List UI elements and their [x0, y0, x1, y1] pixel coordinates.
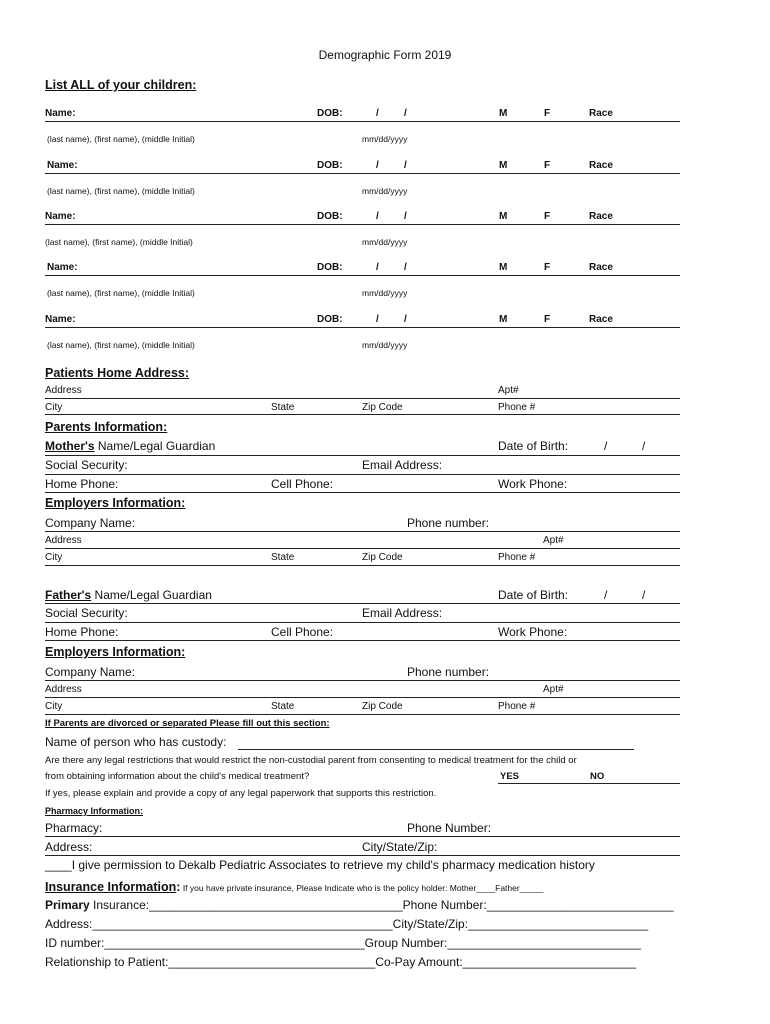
child-2-name-hint: (last name), (first name), (middle Initial)	[47, 186, 195, 196]
child-3-f-option[interactable]: F	[544, 211, 551, 222]
insurance-primary-row[interactable]	[45, 898, 674, 912]
children-heading: List ALL of your children:	[45, 78, 197, 92]
insurance-relationship-row[interactable]: Relationship to Patient:_______________________________Co-Pay Amount:__________________________	[45, 955, 637, 969]
form-title: Demographic Form 2019	[318, 48, 452, 62]
child-2-f-option[interactable]: F	[544, 160, 551, 171]
child-1-race-label: Race	[589, 108, 613, 119]
home-city-label: City	[45, 402, 63, 413]
child-3-m-option[interactable]: M	[499, 211, 508, 222]
child-3-dob-slash-2: /	[404, 211, 407, 222]
child-5-f-option[interactable]: F	[544, 314, 551, 325]
mother-email-label: Email Address:	[362, 458, 443, 472]
pharmacy-permission	[45, 858, 595, 872]
child-5-name-label: Name:	[45, 314, 76, 325]
mother-employer-city-label: City	[45, 552, 63, 563]
mother-employer-city-field[interactable]	[45, 565, 680, 566]
mother-guardian-suffix: Name/Legal Guardian	[94, 439, 216, 453]
home-address-field[interactable]	[45, 398, 680, 399]
father-ssn-field[interactable]	[45, 622, 680, 623]
child-5-m-option[interactable]: M	[499, 314, 508, 325]
child-4-dob-slash-2: /	[404, 262, 407, 273]
child-5-dob-label: DOB:	[317, 314, 343, 325]
father-employer-address-field[interactable]	[45, 697, 680, 698]
insurance-colon: :	[176, 880, 181, 894]
child-5-name-hint: (last name), (first name), (middle Initial)	[47, 340, 195, 350]
home-zip-label: Zip Code	[362, 402, 403, 413]
home-apt-label: Apt#	[498, 385, 519, 396]
custody-explain: If yes, please explain and provide a copy of any legal paperwork that supports this restriction.	[45, 788, 437, 799]
father-guardian-suffix: Name/Legal Guardian	[91, 588, 212, 602]
child-5-race-label: Race	[589, 314, 613, 325]
pharmacy-field[interactable]	[45, 836, 680, 837]
insurance-heading: Insurance Information	[45, 880, 177, 894]
mother-employer-apt-label: Apt#	[543, 535, 564, 546]
mother-company-phone-label: Phone number:	[407, 516, 490, 530]
child-1-m-option[interactable]: M	[499, 108, 508, 119]
child-4-field-line[interactable]	[45, 275, 680, 276]
child-5-dob-slash-2: /	[404, 314, 407, 325]
custody-yes-no-line	[498, 783, 680, 784]
father-employer-apt-label: Apt#	[543, 684, 564, 695]
pharmacy-permission-text: I give permission to Dekalb Pediatric Associates to retrieve my child's pharmacy medication history	[71, 858, 595, 872]
child-5-dob-slash-1: /	[376, 314, 379, 325]
child-2-m-option[interactable]: M	[499, 160, 508, 171]
mother-home-phone-label: Home Phone:	[45, 477, 119, 491]
mother-employer-address-field[interactable]	[45, 548, 680, 549]
home-city-field[interactable]	[45, 414, 680, 415]
child-4-dob-hint: mm/dd/yyyy	[362, 288, 408, 298]
pharmacy-address-field[interactable]	[45, 855, 680, 856]
custody-name-label: Name of person who has custody:	[45, 735, 227, 749]
child-4-race-label: Race	[589, 262, 613, 273]
child-2-dob-hint: mm/dd/yyyy	[362, 186, 408, 196]
pharmacy-label: Pharmacy:	[45, 821, 103, 835]
child-5-field-line[interactable]	[45, 327, 680, 328]
custody-heading: If Parents are divorced or separated Please fill out this section:	[45, 718, 330, 729]
custody-yes-option[interactable]: YES	[500, 771, 520, 782]
father-dob-slash-2: /	[642, 588, 646, 602]
mother-dob-label: Date of Birth:	[498, 439, 569, 453]
mother-ssn-label: Social Security:	[45, 458, 128, 472]
father-employer-heading: Employers Information:	[45, 645, 186, 659]
child-2-dob-label: DOB:	[317, 160, 343, 171]
father-employer-phone-hash-label: Phone #	[498, 701, 536, 712]
mother-work-phone-label: Work Phone:	[498, 477, 568, 491]
mother-employer-heading: Employers Information:	[45, 496, 186, 510]
mother-name-field[interactable]	[45, 455, 680, 456]
child-1-name-label: Name:	[45, 108, 76, 119]
child-1-f-option[interactable]: F	[544, 108, 551, 119]
parents-heading: Parents Information:	[45, 420, 168, 434]
mother-company-label: Company Name:	[45, 516, 136, 530]
pharmacy-city-state-zip-label: City/State/Zip:	[362, 840, 438, 854]
mother-bold: Mother's	[45, 439, 95, 453]
child-2-name-label: Name:	[47, 160, 78, 171]
custody-question-line1: Are there any legal restrictions that would restrict the non-custodial parent from consenting to medical treatment for the child or	[45, 755, 577, 766]
custody-no-option[interactable]: NO	[590, 771, 605, 782]
insurance-id-row[interactable]: ID number:_______________________________________Group Number:_____________________________	[45, 936, 641, 950]
child-2-race-label: Race	[589, 160, 613, 171]
child-1-dob-slash-1: /	[376, 108, 379, 119]
insurance-heading-row	[45, 878, 543, 896]
child-2-dob-slash-2: /	[404, 160, 407, 171]
father-employer-address-label: Address	[45, 684, 82, 695]
child-4-dob-slash-1: /	[376, 262, 379, 273]
father-name-field[interactable]	[45, 603, 680, 604]
pharmacy-heading: Pharmacy Information:	[45, 806, 144, 816]
child-4-m-option[interactable]: M	[499, 262, 508, 273]
father-employer-state-label: State	[271, 701, 295, 712]
father-dob-label: Date of Birth:	[498, 588, 569, 602]
mother-employer-zip-label: Zip Code	[362, 552, 403, 563]
home-address-label: Address	[45, 385, 82, 396]
mother-cell-phone-label: Cell Phone:	[271, 477, 334, 491]
father-email-label: Email Address:	[362, 606, 443, 620]
child-4-f-option[interactable]: F	[544, 262, 551, 273]
mother-employer-phone-hash-label: Phone #	[498, 552, 536, 563]
father-employer-city-field[interactable]	[45, 714, 680, 715]
custody-question-line2: from obtaining information about the child's medical treatment?	[45, 771, 310, 782]
father-work-phone-label: Work Phone:	[498, 625, 568, 639]
insurance-primary-bold: Primary	[45, 898, 90, 912]
child-1-dob-hint: mm/dd/yyyy	[362, 134, 408, 144]
child-3-field-line[interactable]	[45, 224, 680, 225]
mother-phone-field[interactable]	[45, 492, 680, 493]
child-2-field-line[interactable]	[45, 173, 680, 174]
child-4-name-hint: (last name), (first name), (middle Initial)	[47, 288, 195, 298]
child-2-dob-slash-1: /	[376, 160, 379, 171]
pharmacy-permission-blank[interactable]: ____	[45, 858, 72, 872]
father-home-phone-label: Home Phone:	[45, 625, 119, 639]
father-employer-city-label: City	[45, 701, 63, 712]
mother-company-field[interactable]	[45, 531, 680, 532]
mother-employer-address-label: Address	[45, 535, 82, 546]
child-4-name-label: Name:	[47, 262, 78, 273]
father-bold: Father's	[45, 588, 92, 602]
child-1-dob-slash-2: /	[404, 108, 407, 119]
child-3-race-label: Race	[589, 211, 613, 222]
father-phone-field[interactable]	[45, 640, 680, 641]
insurance-address-row[interactable]: Address:_____________________________________________City/State/Zip:___________________________	[45, 917, 649, 931]
child-1-field-line[interactable]	[45, 121, 680, 122]
mother-dob-slash-2: /	[642, 439, 646, 453]
home-phone-label: Phone #	[498, 402, 536, 413]
child-1-name-hint: (last name), (first name), (middle Initial)	[47, 134, 195, 144]
custody-name-field[interactable]	[238, 749, 634, 750]
father-name-label	[45, 588, 212, 602]
mother-name-label	[45, 439, 215, 453]
child-3-dob-slash-1: /	[376, 211, 379, 222]
father-company-label: Company Name:	[45, 665, 136, 679]
father-dob-slash-1: /	[604, 588, 608, 602]
home-state-label: State	[271, 402, 295, 413]
father-employer-zip-label: Zip Code	[362, 701, 403, 712]
mother-dob-slash-1: /	[604, 439, 608, 453]
mother-ssn-field[interactable]	[45, 474, 680, 475]
pharmacy-phone-label: Phone Number:	[407, 821, 492, 835]
child-5-dob-hint: mm/dd/yyyy	[362, 340, 408, 350]
child-1-dob-label: DOB:	[317, 108, 343, 119]
father-company-phone-label: Phone number:	[407, 665, 490, 679]
mother-employer-state-label: State	[271, 552, 295, 563]
father-ssn-label: Social Security:	[45, 606, 128, 620]
child-4-dob-label: DOB:	[317, 262, 343, 273]
insurance-primary-rest: Insurance:______________________________________Phone Number:____________________________	[89, 898, 674, 912]
father-company-field[interactable]	[45, 680, 680, 681]
child-3-dob-label: DOB:	[317, 211, 343, 222]
pharmacy-address-label: Address:	[45, 840, 93, 854]
child-3-dob-hint: mm/dd/yyyy	[362, 237, 408, 247]
home-address-heading: Patients Home Address:	[45, 366, 190, 380]
child-3-name-hint: (last name), (first name), (middle Initial)	[45, 237, 193, 247]
insurance-note: If you have private insurance, Please Indicate who is the policy holder: Mother____Father_____	[180, 883, 544, 893]
father-cell-phone-label: Cell Phone:	[271, 625, 334, 639]
child-3-name-label: Name:	[45, 211, 76, 222]
